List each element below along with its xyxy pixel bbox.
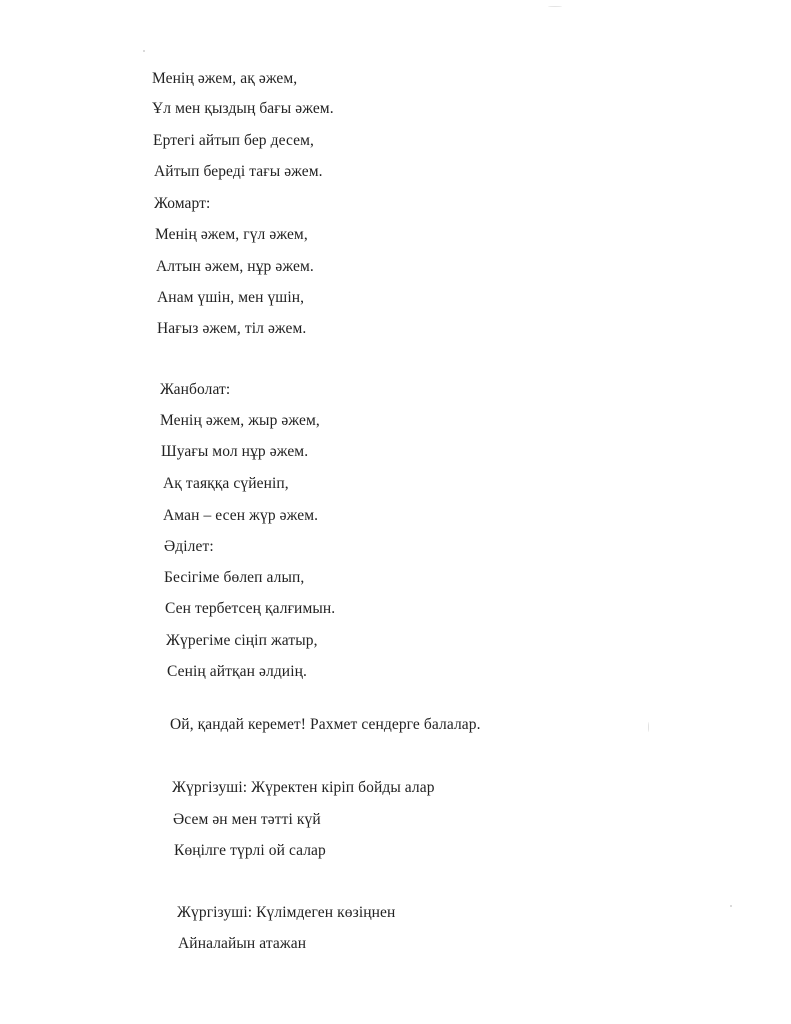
speaker-adilet: Әділет: <box>164 538 214 555</box>
speaker-zhanbolat: Жанболат: <box>160 381 231 398</box>
poem-line-7: Анам үшін, мен үшін, <box>157 289 305 306</box>
speaker-zhomart: Жомарт: <box>154 195 211 212</box>
poem-line-11: Ақ таяққа сүйеніп, <box>163 475 289 492</box>
host-line-3: Көңілге түрлі ой салар <box>174 842 326 859</box>
scan-speck <box>548 6 562 7</box>
host-line-1: Жүргізуші: Жүректен кіріп бойды алар <box>172 779 435 796</box>
poem-line-6: Алтын әжем, нұр әжем. <box>156 258 314 275</box>
poem-line-10: Шуағы мол нұр әжем. <box>161 443 309 460</box>
poem-line-3: Ертегі айтып бер десем, <box>153 132 315 149</box>
scan-speck <box>143 50 145 52</box>
poem-line-15: Жүрегіме сіңіп жатыр, <box>166 632 318 649</box>
poem-line-8: Нағыз әжем, тіл әжем. <box>157 320 307 337</box>
scan-speck <box>648 722 649 732</box>
poem-line-4: Айтып береді тағы әжем. <box>154 163 323 180</box>
poem-line-1: Менің әжем, ақ әжем, <box>152 70 298 87</box>
poem-line-9: Менің әжем, жыр әжем, <box>160 412 320 429</box>
scan-speck <box>730 905 732 907</box>
poem-line-5: Менің әжем, гүл әжем, <box>155 226 308 243</box>
poem-line-16: Сенің айтқан әлдиің. <box>167 663 307 680</box>
host-remark: Ой, қандай керемет! Рахмет сендерге балалар. <box>170 716 481 733</box>
host-line-5: Айналайын атажан <box>178 935 307 952</box>
poem-line-13: Бесігіме бөлеп алып, <box>164 569 305 586</box>
host-line-2: Әсем ән мен тәтті күй <box>173 811 321 828</box>
host-line-4: Жүргізуші: Күлімдеген көзіңнен <box>177 904 396 921</box>
poem-line-14: Сен тербетсең қалғимын. <box>165 600 336 617</box>
poem-line-2: Ұл мен қыздың бағы әжем. <box>152 100 334 117</box>
poem-line-12: Аман – есен жүр әжем. <box>163 507 319 524</box>
